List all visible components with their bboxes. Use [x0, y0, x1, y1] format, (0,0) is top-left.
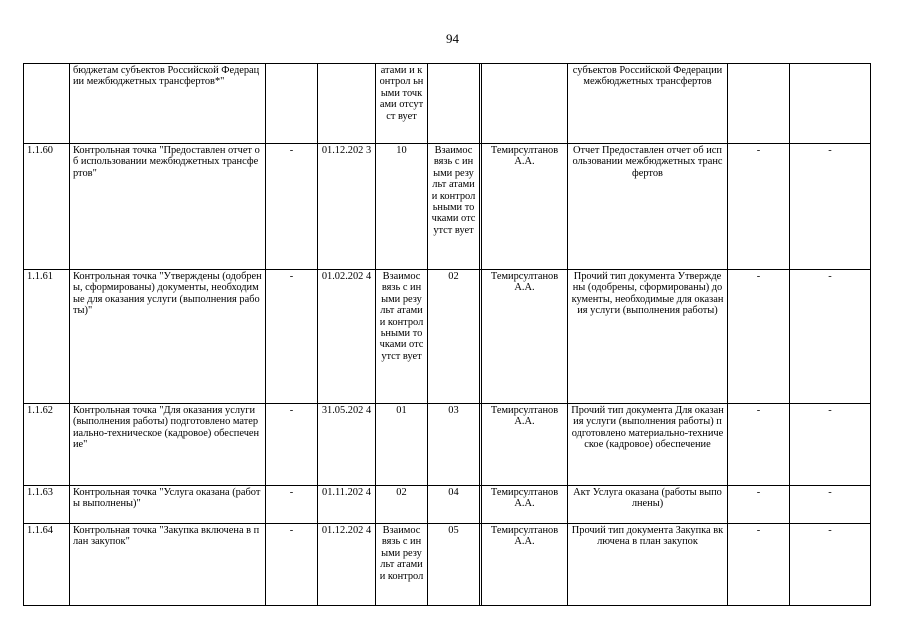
row-date-cell: 01.12.202 3: [318, 144, 376, 270]
row-predecessor-cell: Взаимос вязь с иными результ атами и контрол ьными точками отсутст вует: [376, 270, 428, 404]
table-row: [24, 270, 871, 404]
row-successor-cell: 03: [428, 404, 480, 486]
row-person-cell: Темирсултанов А.А.: [482, 486, 568, 524]
row-number-cell: 1.1.64: [24, 524, 70, 606]
row-name-cell: Контрольная точка "Услуга оказана (работы выполнены)": [70, 486, 266, 524]
row-successor-cell: 02: [428, 270, 480, 404]
row-extra-a-cell: -: [728, 404, 790, 486]
row-date-cell: 01.02.202 4: [318, 270, 376, 404]
row-extra-b-cell: [790, 64, 871, 144]
row-extra-b-cell: -: [790, 524, 871, 606]
row-successor-cell: 05: [428, 524, 480, 606]
row-predecessor-cell: Взаимос вязь с иными результ атами и контрол: [376, 524, 428, 606]
row-predecessor-cell: 02: [376, 486, 428, 524]
row-document-cell: Отчет Предоставлен отчет об использовании межбюджетных трансфертов: [568, 144, 728, 270]
row-extra-b-cell: -: [790, 486, 871, 524]
row-extra-a-cell: -: [728, 270, 790, 404]
table-row: [24, 144, 871, 270]
row-document-cell: Прочий тип документа Утверждены (одобрены, сформированы) документы, необходимые для оказания услуги (выполнения работы): [568, 270, 728, 404]
row-number-cell: 1.1.62: [24, 404, 70, 486]
row-document-cell: Прочий тип документа Для оказания услуги (выполнения работы) подготовлено материально-техническое (кадровое) обеспечение: [568, 404, 728, 486]
table-row: [24, 486, 871, 524]
row-number-cell: 1.1.60: [24, 144, 70, 270]
row-base-cell: -: [266, 270, 318, 404]
row-predecessor-cell: 10: [376, 144, 428, 270]
row-base-cell: -: [266, 486, 318, 524]
page-number: 94: [446, 31, 459, 46]
row-date-cell: 01.12.202 4: [318, 524, 376, 606]
row-document-cell: субъектов Российской Федерации межбюджетных трансфертов: [568, 64, 728, 144]
row-base-cell: -: [266, 144, 318, 270]
row-extra-a-cell: -: [728, 486, 790, 524]
row-number-cell: [24, 64, 70, 144]
row-successor-cell: [428, 64, 480, 144]
row-document-cell: Прочий тип документа Закупка включена в план закупок: [568, 524, 728, 606]
row-extra-b-cell: -: [790, 144, 871, 270]
row-number-cell: 1.1.61: [24, 270, 70, 404]
row-number-cell: 1.1.63: [24, 486, 70, 524]
table-row: [24, 524, 871, 606]
table-row: [24, 64, 871, 144]
row-extra-a-cell: -: [728, 144, 790, 270]
table-row: [24, 404, 871, 486]
control-points-table: [23, 63, 871, 606]
row-extra-b-cell: -: [790, 270, 871, 404]
row-person-cell: Темирсултанов А.А.: [482, 524, 568, 606]
row-successor-cell: 04: [428, 486, 480, 524]
row-extra-b-cell: -: [790, 404, 871, 486]
row-document-cell: Акт Услуга оказана (работы выполнены): [568, 486, 728, 524]
row-base-cell: [266, 64, 318, 144]
row-base-cell: -: [266, 404, 318, 486]
row-name-cell: Контрольная точка "Предоставлен отчет об использовании межбюджетных трансфертов": [70, 144, 266, 270]
row-name-cell: бюджетам субъектов Российской Федерации межбюджетных трансфертов*": [70, 64, 266, 144]
row-name-cell: Контрольная точка "Закупка включена в план закупок": [70, 524, 266, 606]
row-name-cell: Контрольная точка "Для оказания услуги (выполнения работы) подготовлено материально-техническое (кадровое) обеспечение": [70, 404, 266, 486]
row-date-cell: 01.11.202 4: [318, 486, 376, 524]
row-base-cell: -: [266, 524, 318, 606]
row-date-cell: 31.05.202 4: [318, 404, 376, 486]
row-predecessor-cell: атами и контрол ьными точками отсутст вует: [376, 64, 428, 144]
row-person-cell: Темирсултанов А.А.: [482, 404, 568, 486]
row-person-cell: Темирсултанов А.А.: [482, 144, 568, 270]
row-name-cell: Контрольная точка "Утверждены (одобрены, сформированы) документы, необходимые для оказания услуги (выполнения работы)": [70, 270, 266, 404]
table-body: [24, 64, 871, 606]
row-date-cell: [318, 64, 376, 144]
row-person-cell: [482, 64, 568, 144]
row-person-cell: Темирсултанов А.А.: [482, 270, 568, 404]
row-extra-a-cell: [728, 64, 790, 144]
row-predecessor-cell: 01: [376, 404, 428, 486]
row-successor-cell: Взаимос вязь с иными результ атами и контрол ьными точками отсутст вует: [428, 144, 480, 270]
row-extra-a-cell: -: [728, 524, 790, 606]
